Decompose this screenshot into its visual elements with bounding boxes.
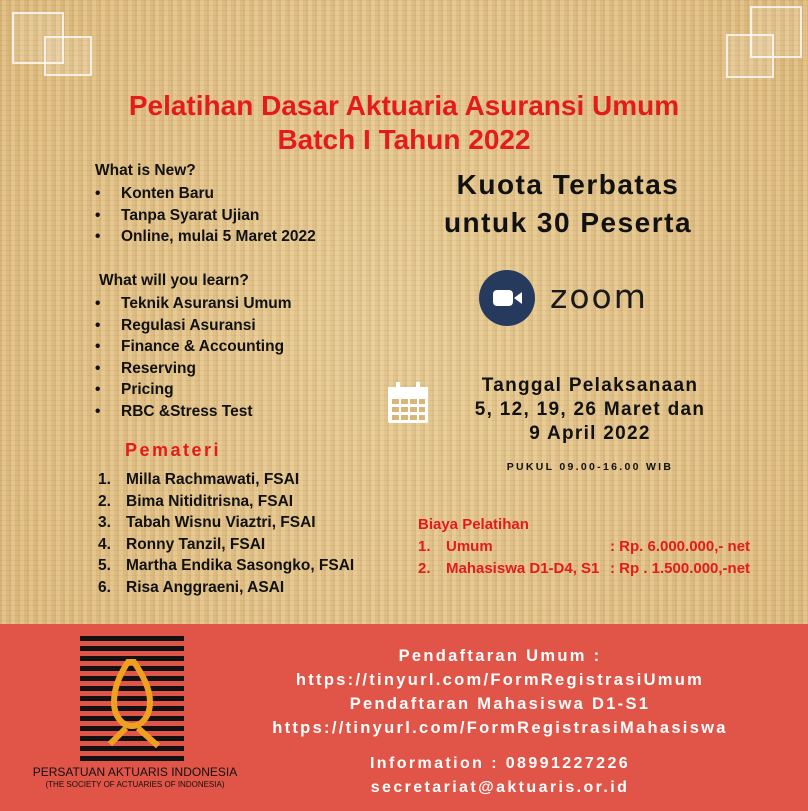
whats-new-heading: What is New? xyxy=(95,162,196,179)
tanggal-line-2: 5, 12, 19, 26 Maret dan xyxy=(474,399,706,420)
list-item: 6. Risa Anggraeni, ASAI xyxy=(98,578,285,596)
list-item: • RBC &Stress Test xyxy=(95,402,253,420)
tanggal-line-3: 9 April 2022 xyxy=(529,423,651,444)
list-item: • Teknik Asuransi Umum xyxy=(95,295,292,312)
title-line-1: Pelatihan Dasar Aktuaria Asuransi Umum xyxy=(128,90,680,121)
kuota-line-1: Kuota Terbatas xyxy=(456,169,680,200)
reg-mahasiswa-label: Pendaftaran Mahasiswa D1-S1 xyxy=(349,695,651,713)
learn-heading: What will you learn? xyxy=(99,272,249,289)
pai-logo xyxy=(80,636,184,761)
list-item: 5. Martha Endika Sasongko, FSAI xyxy=(98,557,355,574)
whats-new-list xyxy=(95,183,316,248)
list-item: • Pricing xyxy=(95,381,174,398)
pemateri-list xyxy=(98,469,354,598)
list-item: • Finance & Accounting xyxy=(95,338,285,355)
title-line-2: Batch I Tahun 2022 xyxy=(277,124,531,155)
zoom-label: zoom xyxy=(550,277,648,316)
info-email[interactable]: secretariat@aktuaris.or.id xyxy=(370,779,630,796)
calendar-icon xyxy=(385,380,431,426)
list-item: • Online, mulai 5 Maret 2022 xyxy=(95,228,316,245)
footer-band xyxy=(0,624,808,811)
list-item: • Reserving xyxy=(95,359,196,377)
list-item: • Tanpa Syarat Ujian xyxy=(95,206,260,224)
org-name: PERSATUAN AKTUARIS INDONESIA xyxy=(32,765,238,779)
kuota-line-2: untuk 30 Peserta xyxy=(443,207,693,238)
info-phone: Information : 08991227226 xyxy=(369,755,631,772)
org-subname: (THE SOCIETY OF ACTUARIES OF INDONESIA) xyxy=(45,780,225,789)
biaya-heading: Biaya Pelatihan xyxy=(418,516,529,533)
list-item: 4. Ronny Tanzil, FSAI xyxy=(98,535,266,553)
list-item: 3. Tabah Wisnu Viaztri, FSAI xyxy=(98,514,316,531)
learn-list xyxy=(95,293,292,422)
reg-umum-url[interactable]: https://tinyurl.com/FormRegistrasiUmum xyxy=(295,671,705,689)
list-item: 2. Bima Nitiditrisna, FSAI xyxy=(98,492,294,510)
biaya-row-2: 2. Mahasiswa D1-D4, S1 : Rp . 1.500.000,-net xyxy=(418,560,751,577)
reg-umum-label: Pendaftaran Umum : xyxy=(398,647,602,665)
tanggal-line-1: Tanggal Pelaksanaan xyxy=(481,375,699,396)
list-item: • Regulasi Asuransi xyxy=(95,316,256,334)
biaya-row-1: 1. Umum : Rp. 6.000.000,- net xyxy=(418,538,751,555)
reg-mahasiswa-url[interactable]: https://tinyurl.com/FormRegistrasiMahasiswa xyxy=(272,719,728,737)
tanggal-time: PUKUL 09.00-16.00 WIB xyxy=(506,461,674,473)
pemateri-heading: Pemateri xyxy=(125,440,222,460)
decor-square-tl-2 xyxy=(44,36,92,76)
decor-square-tr-2 xyxy=(726,34,774,78)
list-item: 1. Milla Rachmawati, FSAI xyxy=(98,471,300,488)
zoom-camera-icon xyxy=(479,270,535,326)
list-item: • Konten Baru xyxy=(95,185,214,202)
